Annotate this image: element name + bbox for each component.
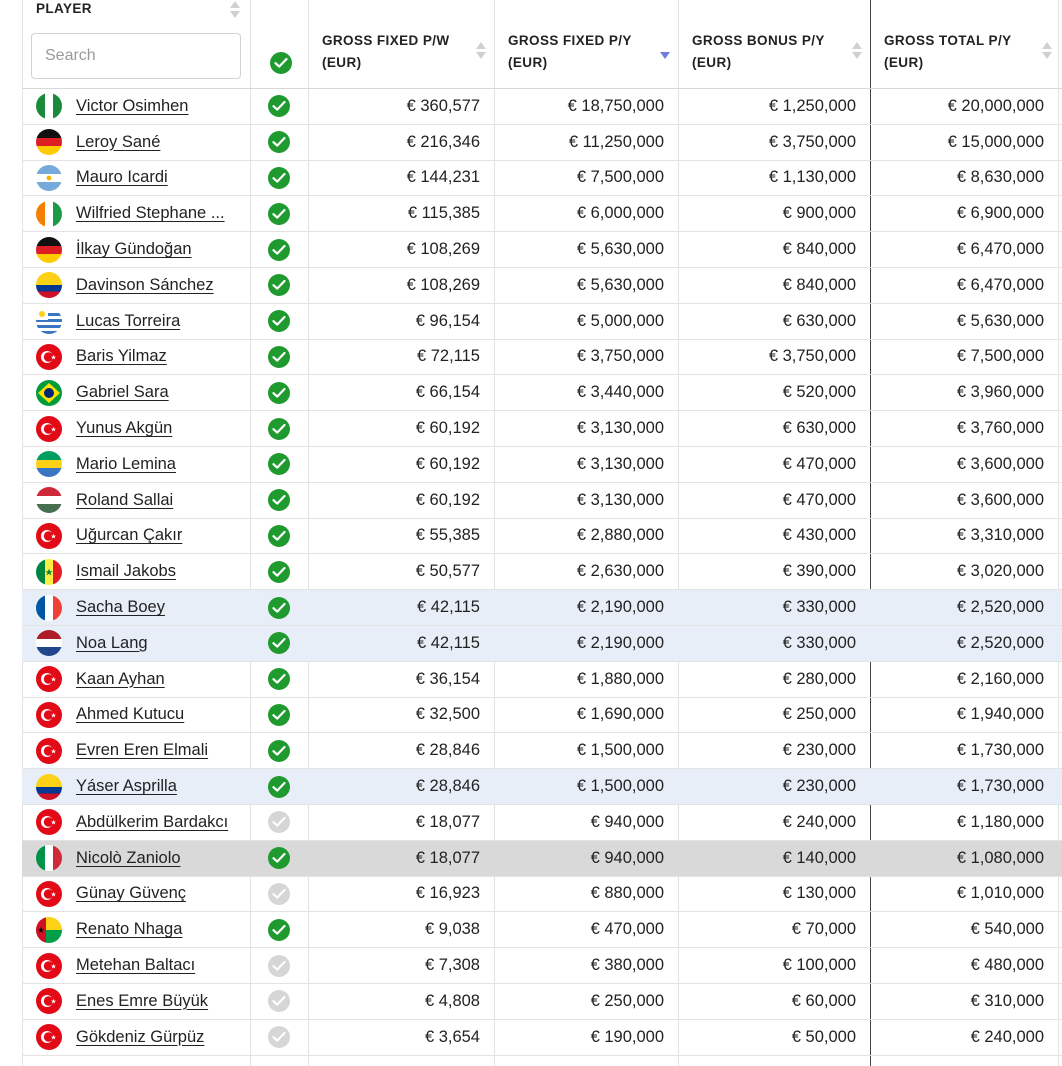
table-row[interactable] [22,1020,1062,1056]
cell-bonus-py: € 1,250,000 [768,96,856,115]
cell-total-py: € 540,000 [970,920,1044,939]
cell-total-py: € 1,940,000 [956,705,1044,724]
cell-signed [250,268,308,303]
cell-bonus-py: € 470,000 [782,454,856,473]
cell-bonus-py: € 390,000 [782,562,856,581]
cell-total-py: € 3,960,000 [956,383,1044,402]
table-row[interactable] [22,411,1062,447]
check-circle-icon[interactable] [268,847,290,869]
table-row[interactable] [22,340,1062,376]
cell-signed [250,698,308,733]
check-circle-icon[interactable] [268,668,290,690]
cell-signed [250,805,308,840]
cell-signed [250,1020,308,1055]
check-circle-icon[interactable] [268,990,290,1012]
cell-bonus-py: € 250,000 [782,705,856,724]
cell-total-py: € 3,600,000 [956,490,1044,509]
player-name-link[interactable]: Ahmed Kutucu [76,705,185,724]
cell-player [22,554,250,589]
cell-bonus-py: € 630,000 [782,419,856,438]
cell-fixed-pw: € 42,115 [416,633,480,652]
cell-fixed-pw: € 28,846 [415,777,480,796]
cell-fixed-py: € 2,190,000 [576,633,664,652]
player-name-link[interactable]: Nicolò Zaniolo [76,848,181,867]
player-name-link[interactable]: Kaan Ayhan [76,669,165,688]
cell-fixed-pw: € 216,346 [406,132,480,151]
cell-signed [250,841,308,876]
cell-signed [250,554,308,589]
cell-fixed-py: € 11,250,000 [568,132,664,151]
cell-fixed-py: € 3,440,000 [576,383,664,402]
sort-icon[interactable] [1042,41,1052,61]
cell-bonus-py: € 840,000 [782,275,856,294]
cell-signed [250,89,308,124]
cell-fixed-pw: € 55,385 [415,526,480,545]
check-circle-icon[interactable] [268,167,290,189]
argentina-flag-icon [36,165,62,191]
cell-total-py: € 5,630,000 [956,311,1044,330]
sort-icon[interactable] [476,41,486,61]
cell-player [22,948,250,983]
salary-table [22,0,1062,1066]
cell-fixed-pw: € 108,269 [406,240,480,259]
turkey-flag-icon [36,344,62,370]
cell-signed [250,769,308,804]
cell-signed [250,948,308,983]
cell-fixed-pw: € 66,154 [415,383,480,402]
cell-fixed-pw: € 360,577 [406,96,480,115]
turkey-flag-icon [36,523,62,549]
check-circle-icon[interactable] [268,955,290,977]
cell-total-py: € 15,000,000 [947,132,1044,151]
search-input[interactable] [31,33,241,79]
check-circle-icon[interactable] [268,95,290,117]
cell-total-py: € 240,000 [970,1027,1044,1046]
check-circle-icon[interactable] [268,919,290,941]
cell-total-py: € 6,470,000 [956,275,1044,294]
germany-flag-icon [36,129,62,155]
check-circle-icon[interactable] [268,453,290,475]
cell-player [22,662,250,697]
table-row[interactable] [22,89,1062,125]
cell-fixed-pw: € 50,577 [415,562,480,581]
cell-signed [250,304,308,339]
cell-fixed-py: € 3,130,000 [576,454,664,473]
cell-fixed-py: € 3,130,000 [576,419,664,438]
cell-fixed-py: € 7,500,000 [576,168,664,187]
ivory-coast-flag-icon [36,201,62,227]
cell-bonus-py: € 50,000 [791,1027,856,1046]
cell-signed [250,912,308,947]
check-circle-icon[interactable] [268,561,290,583]
table-row[interactable] [22,268,1062,304]
cell-bonus-py: € 230,000 [782,777,856,796]
turkey-flag-icon [36,1024,62,1050]
germany-flag-icon [36,237,62,263]
turkey-flag-icon [36,809,62,835]
cell-fixed-py: € 1,500,000 [576,777,664,796]
cell-bonus-py: € 330,000 [782,598,856,617]
table-body [22,89,1062,1066]
cell-bonus-py: € 470,000 [782,490,856,509]
cell-total-py: € 3,760,000 [956,419,1044,438]
cell-bonus-py: € 1,130,000 [768,168,856,187]
table-row[interactable] [22,733,1062,769]
cell-bonus-py: € 840,000 [782,240,856,259]
table-row[interactable] [22,232,1062,268]
cell-signed [250,447,308,482]
cell-bonus-py: € 60,000 [791,991,856,1010]
cell-fixed-py: € 1,500,000 [576,741,664,760]
cell-signed [250,161,308,196]
header-player-label: PLAYER [36,1,92,16]
cell-player [22,89,250,124]
table-row[interactable] [22,662,1062,698]
player-name-link[interactable]: Metehan Baltacı [76,956,196,975]
cell-player [22,877,250,912]
table-row[interactable] [22,841,1062,877]
colombia-flag-icon [36,272,62,298]
player-name-link[interactable]: Davinson Sánchez [76,275,214,294]
cell-fixed-py: € 940,000 [590,848,664,867]
turkey-flag-icon [36,953,62,979]
player-name-link[interactable]: Renato Nhaga [76,920,183,939]
check-circle-icon[interactable] [268,597,290,619]
senegal-flag-icon [36,559,62,585]
player-name-link[interactable]: Yáser Asprilla [76,777,177,796]
cell-signed [250,411,308,446]
table-row[interactable] [22,196,1062,232]
netherlands-flag-icon [36,630,62,656]
colombia-flag-icon [36,774,62,800]
player-name-link[interactable]: Lucas Torreira [76,311,181,330]
cell-fixed-py: € 880,000 [590,884,664,903]
check-circle-icon[interactable] [268,489,290,511]
cell-bonus-py: € 430,000 [782,526,856,545]
header-gross-fixed-pw[interactable] [308,0,494,88]
player-name-link[interactable]: Roland Sallai [76,490,174,509]
header-player[interactable] [22,0,250,88]
cell-signed [250,984,308,1019]
cell-signed [250,626,308,661]
cell-fixed-py: € 2,630,000 [576,562,664,581]
cell-player [22,841,250,876]
uruguay-flag-icon [36,308,62,334]
check-circle-icon[interactable] [268,239,290,261]
cell-fixed-py: € 190,000 [590,1027,664,1046]
check-circle-icon[interactable] [268,632,290,654]
sort-player-icon[interactable] [230,0,240,20]
table-row[interactable] [22,375,1062,411]
italy-flag-icon [36,845,62,871]
cell-fixed-py: € 2,190,000 [576,598,664,617]
cell-fixed-pw: € 18,077 [415,812,480,831]
check-circle-icon[interactable] [268,274,290,296]
france-flag-icon [36,595,62,621]
cell-total-py: € 480,000 [970,956,1044,975]
cell-bonus-py: € 130,000 [782,884,856,903]
cell-bonus-py: € 630,000 [782,311,856,330]
sort-icon[interactable] [852,41,862,61]
cell-fixed-pw: € 60,192 [415,419,480,438]
cell-player [22,698,250,733]
cell-signed [250,662,308,697]
cell-fixed-py: € 2,880,000 [576,526,664,545]
cell-bonus-py: € 100,000 [782,956,856,975]
table-row[interactable] [22,554,1062,590]
player-name-link[interactable]: Wilfried Stephane ... [76,204,225,223]
table-row[interactable] [22,948,1062,984]
check-circle-icon[interactable] [268,525,290,547]
cell-total-py: € 7,500,000 [956,347,1044,366]
cell-signed [250,590,308,625]
cell-total-py: € 1,010,000 [956,884,1044,903]
table-row[interactable] [22,1056,1062,1066]
cell-total-py: € 1,080,000 [956,848,1044,867]
turkey-flag-icon [36,738,62,764]
table-row[interactable] [22,447,1062,483]
table-row[interactable] [22,769,1062,805]
cell-fixed-pw: € 60,192 [415,454,480,473]
player-name-link[interactable]: Noa Lang [76,633,148,652]
cell-total-py: € 2,160,000 [956,669,1044,688]
check-circle-icon[interactable] [268,131,290,153]
header-gross-fixed-py[interactable] [494,0,678,88]
table-row[interactable] [22,519,1062,555]
table-header [22,0,1062,89]
cell-fixed-pw: € 115,385 [407,204,480,223]
player-name-link[interactable]: Evren Eren Elmali [76,741,209,760]
cell-fixed-py: € 940,000 [590,812,664,831]
cell-bonus-py: € 330,000 [782,633,856,652]
cell-fixed-pw: € 16,923 [415,884,480,903]
cell-signed [250,196,308,231]
header-fixed-py-label: GROSS FIXED P/Y (EUR) [508,33,632,70]
player-name-link[interactable]: Günay Güvenç [76,884,187,903]
table-row[interactable] [22,877,1062,913]
cell-total-py: € 310,000 [970,991,1044,1010]
cell-fixed-py: € 5,630,000 [576,240,664,259]
cell-signed [250,877,308,912]
cell-player [22,375,250,410]
sort-descending-icon[interactable] [660,41,670,61]
player-name-link[interactable]: Uğurcan Çakır [76,526,183,545]
check-circle-icon[interactable] [268,740,290,762]
cell-total-py: € 8,630,000 [956,168,1044,187]
cell-total-py: € 3,310,000 [956,526,1044,545]
table-row[interactable] [22,805,1062,841]
cell-fixed-py: € 3,130,000 [576,490,664,509]
player-name-link[interactable]: Gabriel Sara [76,383,169,402]
player-name-link[interactable]: Enes Emre Büyük [76,991,209,1010]
table-row[interactable] [22,590,1062,626]
cell-bonus-py: € 240,000 [782,812,856,831]
check-circle-icon[interactable] [268,418,290,440]
cell-player [22,984,250,1019]
cell-fixed-pw: € 18,077 [415,848,480,867]
player-name-link[interactable]: Gökdeniz Gürpüz [76,1027,205,1046]
check-circle-icon[interactable] [268,346,290,368]
cell-player [22,304,250,339]
check-circle-icon[interactable] [268,776,290,798]
cell-fixed-py: € 250,000 [590,991,664,1010]
brazil-flag-icon [36,380,62,406]
cell-fixed-py: € 5,000,000 [576,311,664,330]
player-name-link[interactable]: Ismail Jakobs [76,562,176,581]
cell-total-py: € 1,730,000 [956,741,1044,760]
header-gross-bonus-py[interactable] [678,0,870,88]
check-circle-icon[interactable] [268,1026,290,1048]
cell-player [22,590,250,625]
table-row[interactable] [22,698,1062,734]
cell-total-py: € 3,600,000 [956,454,1044,473]
cell-player [22,733,250,768]
cell-bonus-py: € 520,000 [782,383,856,402]
cell-player [22,268,250,303]
cell-bonus-py: € 230,000 [782,741,856,760]
cell-fixed-py: € 6,000,000 [576,204,664,223]
cell-fixed-py: € 380,000 [590,956,664,975]
cell-player [22,519,250,554]
cell-fixed-pw: € 28,846 [415,741,480,760]
guinea-bissau-flag-icon [36,917,62,943]
cell-total-py: € 20,000,000 [947,96,1044,115]
nigeria-flag-icon [36,93,62,119]
player-name-link[interactable]: Sacha Boey [76,598,165,617]
header-bonus-py-label: GROSS BONUS P/Y (EUR) [692,33,825,70]
gabon-flag-icon [36,451,62,477]
cell-total-py: € 6,900,000 [956,204,1044,223]
cell-signed [250,125,308,160]
cell-total-py: € 3,020,000 [956,562,1044,581]
cell-fixed-pw: € 60,192 [415,490,480,509]
cell-signed [250,375,308,410]
cell-bonus-py: € 280,000 [782,669,856,688]
player-name-link[interactable]: Baris Yilmaz [76,347,167,366]
cell-player [22,483,250,518]
check-circle-icon[interactable] [270,52,292,74]
cell-player [22,411,250,446]
player-name-link[interactable]: Mauro Icardi [76,168,168,187]
turkey-flag-icon [36,881,62,907]
cell-fixed-pw: € 9,038 [424,920,480,939]
player-name-link[interactable]: Mario Lemina [76,454,176,473]
table-row[interactable] [22,626,1062,662]
cell-fixed-pw: € 3,654 [424,1027,480,1046]
cell-player [22,161,250,196]
cell-fixed-pw: € 72,115 [416,347,480,366]
cell-total-py: € 2,520,000 [956,598,1044,617]
check-circle-icon[interactable] [268,704,290,726]
header-gross-total-py[interactable] [870,0,1058,88]
cell-total-py: € 6,470,000 [956,240,1044,259]
cell-fixed-pw: € 4,808 [424,991,480,1010]
table-row[interactable] [22,161,1062,197]
cell-fixed-pw: € 144,231 [406,168,480,187]
cell-bonus-py: € 900,000 [782,204,856,223]
player-name-link[interactable]: Leroy Sané [76,132,161,151]
cell-total-py: € 2,520,000 [956,633,1044,652]
cell-fixed-pw: € 32,500 [415,705,480,724]
check-circle-icon[interactable] [268,811,290,833]
cell-player [22,125,250,160]
player-name-link[interactable]: İlkay Gündoğan [76,240,192,259]
turkey-flag-icon [36,416,62,442]
cell-fixed-py: € 1,880,000 [576,669,664,688]
table-row[interactable] [22,483,1062,519]
cell-fixed-pw: € 96,154 [415,311,480,330]
cell-player [22,769,250,804]
turkey-flag-icon [36,988,62,1014]
table-row[interactable] [22,304,1062,340]
hungary-flag-icon [36,487,62,513]
cell-fixed-pw: € 42,115 [416,598,480,617]
cell-player [22,912,250,947]
cell-bonus-py: € 3,750,000 [768,347,856,366]
cell-bonus-py: € 3,750,000 [768,132,856,151]
cell-bonus-py: € 70,000 [791,920,856,939]
cell-signed [250,340,308,375]
table-row[interactable] [22,984,1062,1020]
cell-player [22,626,250,661]
check-circle-icon[interactable] [268,310,290,332]
cell-total-py: € 1,730,000 [956,777,1044,796]
header-signed [250,0,308,88]
cell-player [22,447,250,482]
header-total-py-label: GROSS TOTAL P/Y (EUR) [884,33,1012,70]
player-name-link[interactable]: Victor Osimhen [76,96,189,115]
cell-fixed-py: € 5,630,000 [576,275,664,294]
cell-fixed-py: € 470,000 [590,920,664,939]
cell-player [22,1020,250,1055]
header-fixed-pw-label: GROSS FIXED P/W (EUR) [322,33,450,70]
cell-fixed-pw: € 7,308 [424,956,480,975]
cell-player [22,232,250,267]
cell-fixed-pw: € 36,154 [415,669,480,688]
cell-fixed-py: € 18,750,000 [567,96,664,115]
cell-signed [250,733,308,768]
check-circle-icon[interactable] [268,203,290,225]
player-name-link[interactable]: Yunus Akgün [76,419,173,438]
cell-signed [250,483,308,518]
cell-player [22,805,250,840]
cell-signed [250,519,308,554]
cell-player [22,340,250,375]
cell-fixed-pw: € 108,269 [406,275,480,294]
table-row[interactable] [22,912,1062,948]
table-row[interactable] [22,125,1062,161]
check-circle-icon[interactable] [268,883,290,905]
cell-signed [250,232,308,267]
cell-bonus-py: € 140,000 [782,848,856,867]
check-circle-icon[interactable] [268,382,290,404]
turkey-flag-icon [36,666,62,692]
cell-fixed-py: € 1,690,000 [576,705,664,724]
cell-fixed-py: € 3,750,000 [576,347,664,366]
turkey-flag-icon [36,702,62,728]
cell-player [22,196,250,231]
cell-total-py: € 1,180,000 [956,812,1044,831]
player-name-link[interactable]: Abdülkerim Bardakcı [76,812,229,831]
